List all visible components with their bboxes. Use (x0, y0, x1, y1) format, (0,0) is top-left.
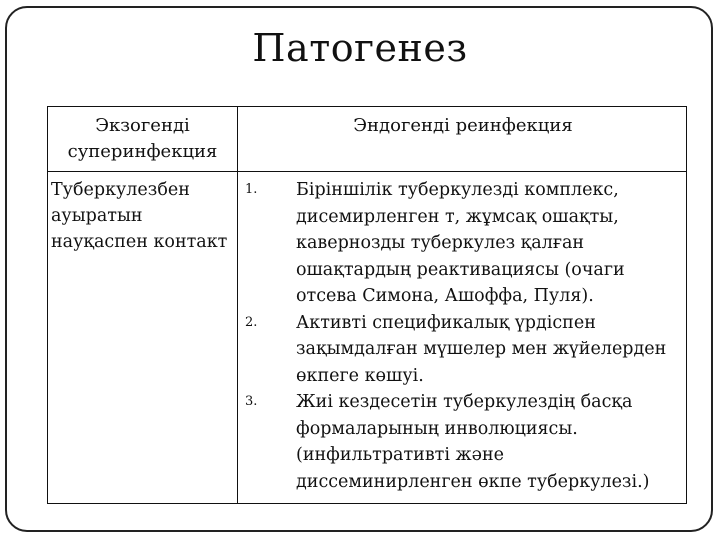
list-item (238, 177, 686, 310)
header-endogenous: Эндогенді реинфекция (353, 115, 573, 136)
list-item-text: Біріншілік туберкулезді комплекс, дисемирленген т, жұмсақ ошақты, кавернозды туберкулез қалған ошақтардың реактивациясы (очаги отсева Симона, Ашоффа, Пуля). (296, 180, 625, 306)
slide-title: Патогенез (252, 26, 468, 70)
list-item-text: Жиі кездесетін туберкулездің басқа формаларының инволюциясы. (инфильтративті және диссеминирленген өкпе туберкулезі.) (296, 392, 650, 492)
list-item-text: Активті спецификалық үрдіспен зақымдалған мүшелер мен жүйелерден өкпеге көшуі. (296, 312, 667, 386)
list-item-number: 1. (245, 182, 258, 197)
header-divider (48, 171, 686, 172)
list-item-number: 3. (245, 394, 258, 409)
list-item (238, 389, 686, 495)
endogenous-list (238, 177, 686, 495)
pathogenesis-table (47, 106, 687, 504)
list-item-number: 2. (245, 314, 258, 330)
header-exogenous: Экзогенді суперинфекция (67, 115, 218, 162)
exogenous-cell: Туберкулезбен ауыратын науқаспен контакт (51, 180, 228, 252)
list-item (238, 310, 686, 390)
